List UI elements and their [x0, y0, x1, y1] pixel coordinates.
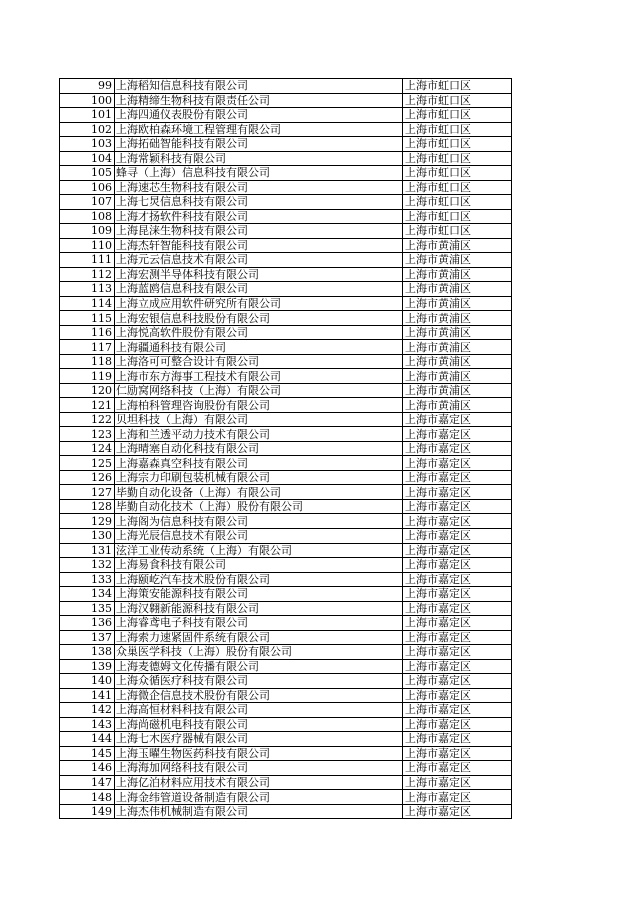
table-row: [60, 528, 512, 543]
table-row: [60, 325, 512, 340]
table-row: [60, 79, 512, 94]
row-index: 102: [60, 122, 115, 137]
district: 上海市嘉定区: [403, 804, 512, 819]
table-row: [60, 514, 512, 529]
company-name: 上海颐屹汽车技术股份有限公司: [115, 572, 403, 587]
company-name: 毕勤自动化技术（上海）股份有限公司: [115, 499, 403, 514]
district: 上海市嘉定区: [403, 746, 512, 761]
company-name: 上海蓝鸥信息科技有限公司: [115, 282, 403, 297]
table-row: [60, 746, 512, 761]
row-index: 149: [60, 804, 115, 819]
row-index: 126: [60, 470, 115, 485]
company-name: 上海速芯生物科技有限公司: [115, 180, 403, 195]
district: 上海市嘉定区: [403, 441, 512, 456]
company-name: 上海索力速紧固件系统有限公司: [115, 630, 403, 645]
table-row: [60, 108, 512, 123]
district: 上海市嘉定区: [403, 485, 512, 500]
row-index: 121: [60, 398, 115, 413]
table-row: [60, 282, 512, 297]
table-row: [60, 180, 512, 195]
district: 上海市嘉定区: [403, 514, 512, 529]
district: 上海市黄浦区: [403, 238, 512, 253]
row-index: 115: [60, 311, 115, 326]
table-row: [60, 224, 512, 239]
company-name: 上海嘉森真空科技有限公司: [115, 456, 403, 471]
company-name: 上海市东方海事工程技术有限公司: [115, 369, 403, 384]
table-row: [60, 659, 512, 674]
company-name: 上海光辰信息技术有限公司: [115, 528, 403, 543]
table-row: [60, 761, 512, 776]
row-index: 132: [60, 558, 115, 573]
district: 上海市黄浦区: [403, 296, 512, 311]
company-name: 毕勤自动化设备（上海）有限公司: [115, 485, 403, 500]
company-name: 蜂寻（上海）信息科技有限公司: [115, 166, 403, 181]
company-name: 上海杰轩智能科技有限公司: [115, 238, 403, 253]
table-row: [60, 645, 512, 660]
company-name: 上海立成应用软件研究所有限公司: [115, 296, 403, 311]
row-index: 142: [60, 703, 115, 718]
table-row: [60, 311, 512, 326]
row-index: 137: [60, 630, 115, 645]
row-index: 109: [60, 224, 115, 239]
district: 上海市虹口区: [403, 209, 512, 224]
row-index: 127: [60, 485, 115, 500]
table-row: [60, 93, 512, 108]
table-row: [60, 441, 512, 456]
district: 上海市嘉定区: [403, 456, 512, 471]
row-index: 125: [60, 456, 115, 471]
company-name: 上海杰伟机械制造有限公司: [115, 804, 403, 819]
row-index: 122: [60, 412, 115, 427]
company-name: 上海昆涞生物科技有限公司: [115, 224, 403, 239]
district: 上海市嘉定区: [403, 790, 512, 805]
company-name: 上海宏测半导体科技有限公司: [115, 267, 403, 282]
table-row: [60, 137, 512, 152]
table-row: [60, 732, 512, 747]
table-row: [60, 267, 512, 282]
company-name: 上海疆通科技有限公司: [115, 340, 403, 355]
district: 上海市嘉定区: [403, 427, 512, 442]
table-row: [60, 804, 512, 819]
district: 上海市嘉定区: [403, 412, 512, 427]
table-row: [60, 383, 512, 398]
row-index: 136: [60, 616, 115, 631]
company-name: 上海亿泊材料应用技术有限公司: [115, 775, 403, 790]
company-name: 上海微企信息技术股份有限公司: [115, 688, 403, 703]
row-index: 100: [60, 93, 115, 108]
table-row: [60, 499, 512, 514]
company-name: 上海晴塞自动化科技有限公司: [115, 441, 403, 456]
company-name: 泫洋工业传动系统（上海）有限公司: [115, 543, 403, 558]
district: 上海市嘉定区: [403, 601, 512, 616]
district: 上海市嘉定区: [403, 499, 512, 514]
table-row: [60, 209, 512, 224]
row-index: 112: [60, 267, 115, 282]
table-row: [60, 703, 512, 718]
company-table: [59, 78, 512, 819]
table-row: [60, 456, 512, 471]
row-index: 123: [60, 427, 115, 442]
district: 上海市嘉定区: [403, 616, 512, 631]
row-index: 114: [60, 296, 115, 311]
company-name: 上海汉翱新能源科技有限公司: [115, 601, 403, 616]
row-index: 117: [60, 340, 115, 355]
district: 上海市虹口区: [403, 122, 512, 137]
district: 上海市虹口区: [403, 195, 512, 210]
district: 上海市嘉定区: [403, 775, 512, 790]
table-row: [60, 688, 512, 703]
table-row: [60, 369, 512, 384]
row-index: 110: [60, 238, 115, 253]
district: 上海市嘉定区: [403, 558, 512, 573]
district: 上海市黄浦区: [403, 282, 512, 297]
company-name: 上海金纬管道设备制造有限公司: [115, 790, 403, 805]
row-index: 135: [60, 601, 115, 616]
row-index: 105: [60, 166, 115, 181]
company-name: 上海稻知信息科技有限公司: [115, 79, 403, 94]
company-name: 上海和兰透平动力技术有限公司: [115, 427, 403, 442]
row-index: 124: [60, 441, 115, 456]
company-name: 贝坦科技（上海）有限公司: [115, 412, 403, 427]
row-index: 111: [60, 253, 115, 268]
district: 上海市虹口区: [403, 93, 512, 108]
table-row: [60, 485, 512, 500]
company-name: 上海欧柏森环境工程管理有限公司: [115, 122, 403, 137]
company-name: 上海七炅信息科技有限公司: [115, 195, 403, 210]
table-row: [60, 616, 512, 631]
row-index: 147: [60, 775, 115, 790]
company-name: 上海海加网络科技有限公司: [115, 761, 403, 776]
district: 上海市嘉定区: [403, 674, 512, 689]
company-name: 上海悦高软件股份有限公司: [115, 325, 403, 340]
company-name: 上海高恒材料科技有限公司: [115, 703, 403, 718]
company-name: 上海拓础智能科技有限公司: [115, 137, 403, 152]
company-name: 众巢医学科技（上海）股份有限公司: [115, 645, 403, 660]
district: 上海市虹口区: [403, 108, 512, 123]
district: 上海市嘉定区: [403, 659, 512, 674]
table-row: [60, 354, 512, 369]
district: 上海市黄浦区: [403, 253, 512, 268]
district: 上海市嘉定区: [403, 543, 512, 558]
table-row: [60, 674, 512, 689]
company-name: 上海宗力印刷包装机械有限公司: [115, 470, 403, 485]
table-row: [60, 470, 512, 485]
row-index: 145: [60, 746, 115, 761]
table-row: [60, 398, 512, 413]
table-row: [60, 166, 512, 181]
row-index: 104: [60, 151, 115, 166]
company-name: 上海七木医疗器械有限公司: [115, 732, 403, 747]
company-name: 上海众循医疗科技有限公司: [115, 674, 403, 689]
row-index: 146: [60, 761, 115, 776]
company-name: 仁励窝网络科技（上海）有限公司: [115, 383, 403, 398]
district: 上海市嘉定区: [403, 630, 512, 645]
table-row: [60, 238, 512, 253]
company-name: 上海易食科技有限公司: [115, 558, 403, 573]
row-index: 143: [60, 717, 115, 732]
company-name: 上海玉曜生物医药科技有限公司: [115, 746, 403, 761]
company-name: 上海常颖科技有限公司: [115, 151, 403, 166]
company-name: 上海睿鸢电子科技有限公司: [115, 616, 403, 631]
row-index: 106: [60, 180, 115, 195]
table-row: [60, 775, 512, 790]
row-index: 140: [60, 674, 115, 689]
table-row: [60, 151, 512, 166]
table-row: [60, 253, 512, 268]
table-row: [60, 296, 512, 311]
district: 上海市嘉定区: [403, 761, 512, 776]
district: 上海市虹口区: [403, 166, 512, 181]
row-index: 120: [60, 383, 115, 398]
district: 上海市黄浦区: [403, 398, 512, 413]
table-row: [60, 572, 512, 587]
row-index: 129: [60, 514, 115, 529]
table-row: [60, 122, 512, 137]
district: 上海市虹口区: [403, 180, 512, 195]
company-name: 上海策安能源科技有限公司: [115, 587, 403, 602]
table-row: [60, 543, 512, 558]
table-row: [60, 601, 512, 616]
company-name: 上海阁为信息科技有限公司: [115, 514, 403, 529]
row-index: 138: [60, 645, 115, 660]
row-index: 113: [60, 282, 115, 297]
table-row: [60, 790, 512, 805]
company-name: 上海柏科管理咨询股份有限公司: [115, 398, 403, 413]
district: 上海市虹口区: [403, 137, 512, 152]
district: 上海市嘉定区: [403, 732, 512, 747]
district: 上海市嘉定区: [403, 470, 512, 485]
row-index: 128: [60, 499, 115, 514]
company-name: 上海洛可可整合设计有限公司: [115, 354, 403, 369]
district: 上海市黄浦区: [403, 325, 512, 340]
district: 上海市黄浦区: [403, 383, 512, 398]
row-index: 99: [60, 79, 115, 94]
company-name: 上海麦德姆文化传播有限公司: [115, 659, 403, 674]
company-name: 上海宏银信息科技股份有限公司: [115, 311, 403, 326]
district: 上海市嘉定区: [403, 587, 512, 602]
district: 上海市黄浦区: [403, 311, 512, 326]
row-index: 141: [60, 688, 115, 703]
row-index: 103: [60, 137, 115, 152]
row-index: 116: [60, 325, 115, 340]
district: 上海市嘉定区: [403, 572, 512, 587]
table-row: [60, 195, 512, 210]
row-index: 118: [60, 354, 115, 369]
district: 上海市嘉定区: [403, 528, 512, 543]
row-index: 108: [60, 209, 115, 224]
company-name: 上海元云信息技术有限公司: [115, 253, 403, 268]
row-index: 148: [60, 790, 115, 805]
district: 上海市虹口区: [403, 151, 512, 166]
district: 上海市虹口区: [403, 224, 512, 239]
district: 上海市嘉定区: [403, 703, 512, 718]
district: 上海市黄浦区: [403, 369, 512, 384]
company-name: 上海精缔生物科技有限责任公司: [115, 93, 403, 108]
company-name: 上海尚磁机电科技有限公司: [115, 717, 403, 732]
district: 上海市虹口区: [403, 79, 512, 94]
table-row: [60, 630, 512, 645]
district: 上海市嘉定区: [403, 645, 512, 660]
district: 上海市黄浦区: [403, 354, 512, 369]
table-row: [60, 412, 512, 427]
district: 上海市嘉定区: [403, 688, 512, 703]
row-index: 133: [60, 572, 115, 587]
table-row: [60, 427, 512, 442]
district: 上海市黄浦区: [403, 340, 512, 355]
table-row: [60, 340, 512, 355]
row-index: 130: [60, 528, 115, 543]
district: 上海市嘉定区: [403, 717, 512, 732]
row-index: 139: [60, 659, 115, 674]
table-body: [60, 79, 512, 819]
table-row: [60, 717, 512, 732]
row-index: 107: [60, 195, 115, 210]
company-name: 上海才扬软件科技有限公司: [115, 209, 403, 224]
table-row: [60, 587, 512, 602]
row-index: 119: [60, 369, 115, 384]
row-index: 131: [60, 543, 115, 558]
district: 上海市黄浦区: [403, 267, 512, 282]
table-row: [60, 558, 512, 573]
row-index: 101: [60, 108, 115, 123]
row-index: 144: [60, 732, 115, 747]
company-name: 上海四通仪表股份有限公司: [115, 108, 403, 123]
row-index: 134: [60, 587, 115, 602]
